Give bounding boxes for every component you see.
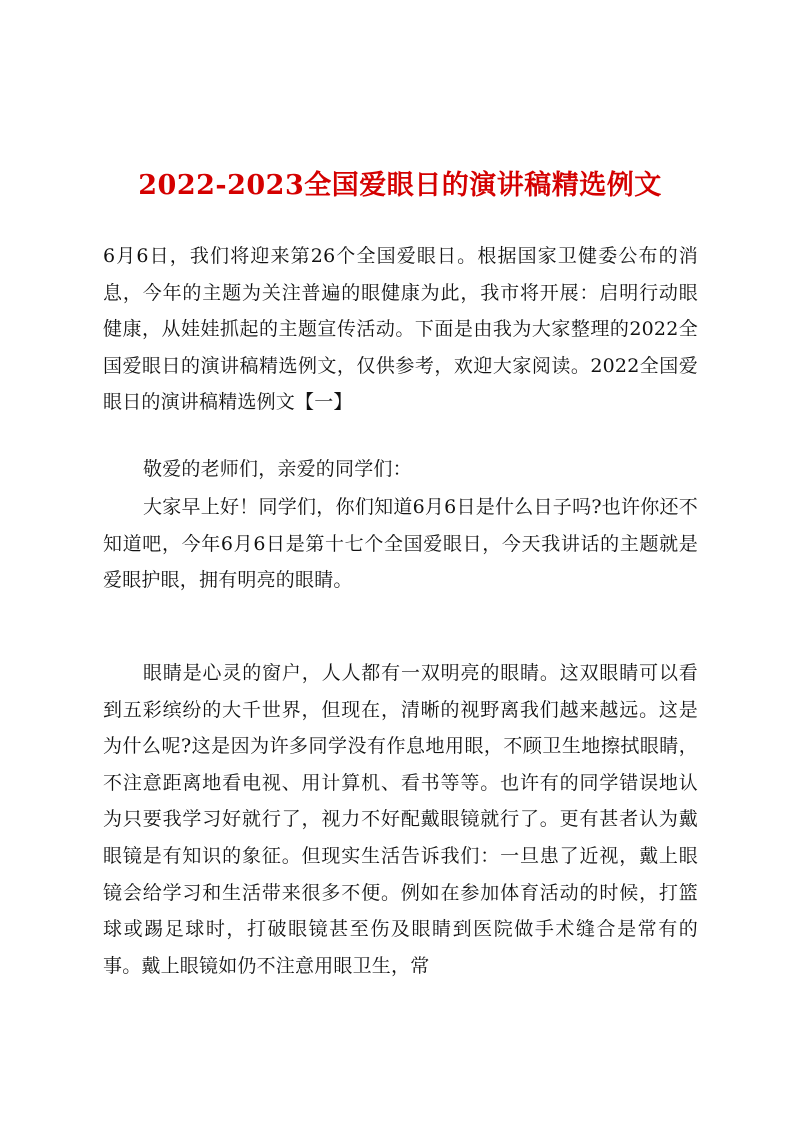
salutation-paragraph: 敬爱的老师们，亲爱的同学们： (143, 458, 412, 480)
document-title: 2022-2023全国爱眼日的演讲稿精选例文 (138, 170, 662, 201)
intro-paragraph: 6月6日，我们将迎来第26个全国爱眼日。根据国家卫健委公布的消息，今年的主题为关注普遍的眼健康为此，我市将开展：启明行动眼健康，从娃娃抓起的主题宣传活动。下面是由我为大家整理的2022全国爱眼日的演讲稿精选例文，仅供参考，欢迎大家阅读。2022全国爱眼日的演讲稿精选例文【一】 (103, 245, 698, 414)
greeting-paragraph: 大家早上好！同学们，你们知道6月6日是什么日子吗?也许你还不知道吧，今年6月6日是第十七个全国爱眼日，今天我讲话的主题就是爱眼护眼，拥有明亮的眼睛。 (103, 496, 698, 592)
body-paragraph: 眼睛是心灵的窗户，人人都有一双明亮的眼睛。这双眼睛可以看到五彩缤纷的大千世界，但现在，清晰的视野离我们越来越远。这是为什么呢?这是因为许多同学没有作息地用眼，不顾卫生地擦拭眼睛，不注意距离地看电视、用计算机、看书等等。也许有的同学错误地认为只要我学习好就行了，视力不好配戴眼镜就行了。更有甚者认为戴眼镜是有知识的象征。但现实生活告诉我们：一旦患了近视，戴上眼镜会给学习和生活带来很多不便。例如在参加体育活动的时候，打篮球或踢足球时，打破眼镜甚至伤及眼睛到医院做手术缝合是常有的事。戴上眼镜如仍不注意用眼卫生，常 (103, 662, 698, 977)
